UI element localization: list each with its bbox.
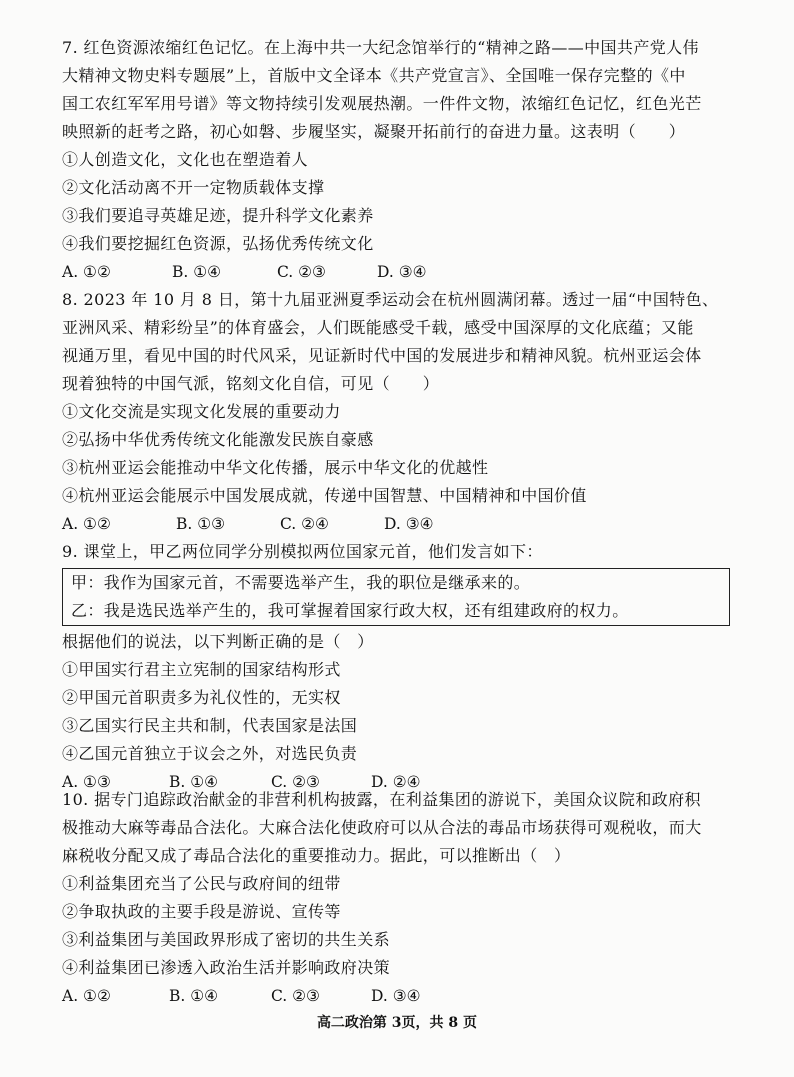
choice-d: D. ②④ [371, 773, 421, 791]
question-8-stem-line: 8. 2023 年 10 月 8 日，第十九届亚洲夏季运动会在杭州圆满闭幕。透过一届“中国特色、 [62, 290, 719, 309]
question-7-option: ④我们要挖掘红色资源，弘扬优秀传统文化 [62, 234, 374, 253]
choice-a: A. ①② [62, 263, 111, 281]
question-10-stem-line: 极推动大麻等毒品合法化。大麻合法化使政府可以从合法的毒品市场获得可观税收，而大 [62, 818, 702, 837]
choice-b: B. ①④ [172, 263, 222, 281]
question-8-stem-line: 现着独特的中国气派，铭刻文化自信，可见（ ） [62, 374, 440, 393]
choice-c: C. ②③ [277, 263, 326, 281]
question-7-option: ②文化活动离不开一定物质载体支撑 [62, 178, 325, 197]
question-7-option: ③我们要追寻英雄足迹，提升科学文化素养 [62, 206, 374, 225]
question-8-choices [62, 510, 746, 538]
question-10-option: ③利益集团与美国政界形成了密切的共生关系 [62, 930, 391, 949]
question-8-option: ④杭州亚运会能展示中国发展成就，传递中国智慧、中国精神和中国价值 [62, 486, 587, 505]
question-8-stem-line: 视通万里，看见中国的时代风采，见证新时代中国的发展进步和精神风貌。杭州亚运会体 [62, 346, 702, 365]
question-10 [62, 786, 746, 1010]
question-9-option: ①甲国实行君主立宪制的国家结构形式 [62, 660, 341, 679]
question-7-choices [62, 258, 746, 286]
question-9-option: ②甲国元首职责多为礼仪性的，无实权 [62, 688, 341, 707]
question-7-stem-line: 映照新的赶考之路，初心如磐、步履坚实，凝聚开拓前行的奋进力量。这表明（ ） [62, 122, 686, 141]
choice-c: C. ②③ [271, 773, 320, 791]
choice-d: D. ③④ [371, 987, 421, 1005]
question-7-stem-line: 大精神文物史料专题展”上，首版中文全译本《共产党宣言》、全国唯一保存完整的《中 [62, 66, 686, 85]
question-8-option: ①文化交流是实现文化发展的重要动力 [62, 402, 341, 421]
question-7-stem-line: 7. 红色资源浓缩红色记忆。在上海中共一大纪念馆举行的“精神之路——中国共产党人伟 [62, 38, 699, 57]
question-10-option: ④利益集团已渗透入政治生活并影响政府决策 [62, 958, 391, 977]
choice-c: C. ②④ [280, 515, 329, 533]
question-7 [62, 34, 746, 286]
dialogue-yi: 乙：我是选民选举产生的，我可掌握着国家行政大权，还有组建政府的权力。 [71, 601, 629, 620]
dialogue-jia: 甲：我作为国家元首，不需要选举产生，我的职位是继承来的。 [71, 573, 531, 592]
question-10-option: ①利益集团充当了公民与政府间的纽带 [62, 874, 341, 893]
choice-a: A. ①③ [62, 773, 111, 791]
page-footer: 高二政治第 3页，共 8 页 [316, 1015, 478, 1031]
question-8-stem-line: 亚洲风采、精彩纷呈”的体育盛会，人们既能感受千载，感受中国深厚的文化底蕴；又能 [62, 318, 694, 337]
question-8-option: ②弘扬中华优秀传统文化能激发民族自豪感 [62, 430, 374, 449]
choice-a: A. ①② [62, 987, 111, 1005]
question-10-choices [62, 982, 746, 1010]
choice-d: D. ③④ [377, 263, 427, 281]
question-7-option: ①人创造文化，文化也在塑造着人 [62, 150, 309, 169]
question-9 [62, 538, 746, 796]
dialogue-box [62, 568, 730, 626]
question-10-stem-line: 麻税收分配又成了毒品合法化的重要推动力。据此，可以推断出（ ） [62, 846, 571, 865]
choice-b: B. ①③ [176, 515, 226, 533]
question-9-stem-line: 9. 课堂上，甲乙两位同学分别模拟两位国家元首，他们发言如下： [62, 542, 543, 561]
choice-d: D. ③④ [384, 515, 434, 533]
choice-a: A. ①② [62, 515, 111, 533]
question-7-stem-line: 国工农红军军用号谱》等文物持续引发观展热潮。一件件文物，浓缩红色记忆，红色光芒 [62, 94, 702, 113]
choice-c: C. ②③ [271, 987, 320, 1005]
choice-b: B. ①④ [169, 987, 219, 1005]
choice-b: B. ①④ [169, 773, 219, 791]
question-8 [62, 286, 746, 538]
question-9-prompt: 根据他们的说法，以下判断正确的是（ ） [62, 632, 374, 651]
question-10-stem-line: 10. 据专门追踪政治献金的非营利机构披露，在利益集团的游说下，美国众议院和政府积 [62, 790, 701, 809]
question-9-option: ③乙国实行民主共和制，代表国家是法国 [62, 716, 358, 735]
question-9-option: ④乙国元首独立于议会之外，对选民负责 [62, 744, 358, 763]
question-8-option: ③杭州亚运会能推动中华文化传播，展示中华文化的优越性 [62, 458, 489, 477]
question-10-option: ②争取执政的主要手段是游说、宣传等 [62, 902, 341, 921]
